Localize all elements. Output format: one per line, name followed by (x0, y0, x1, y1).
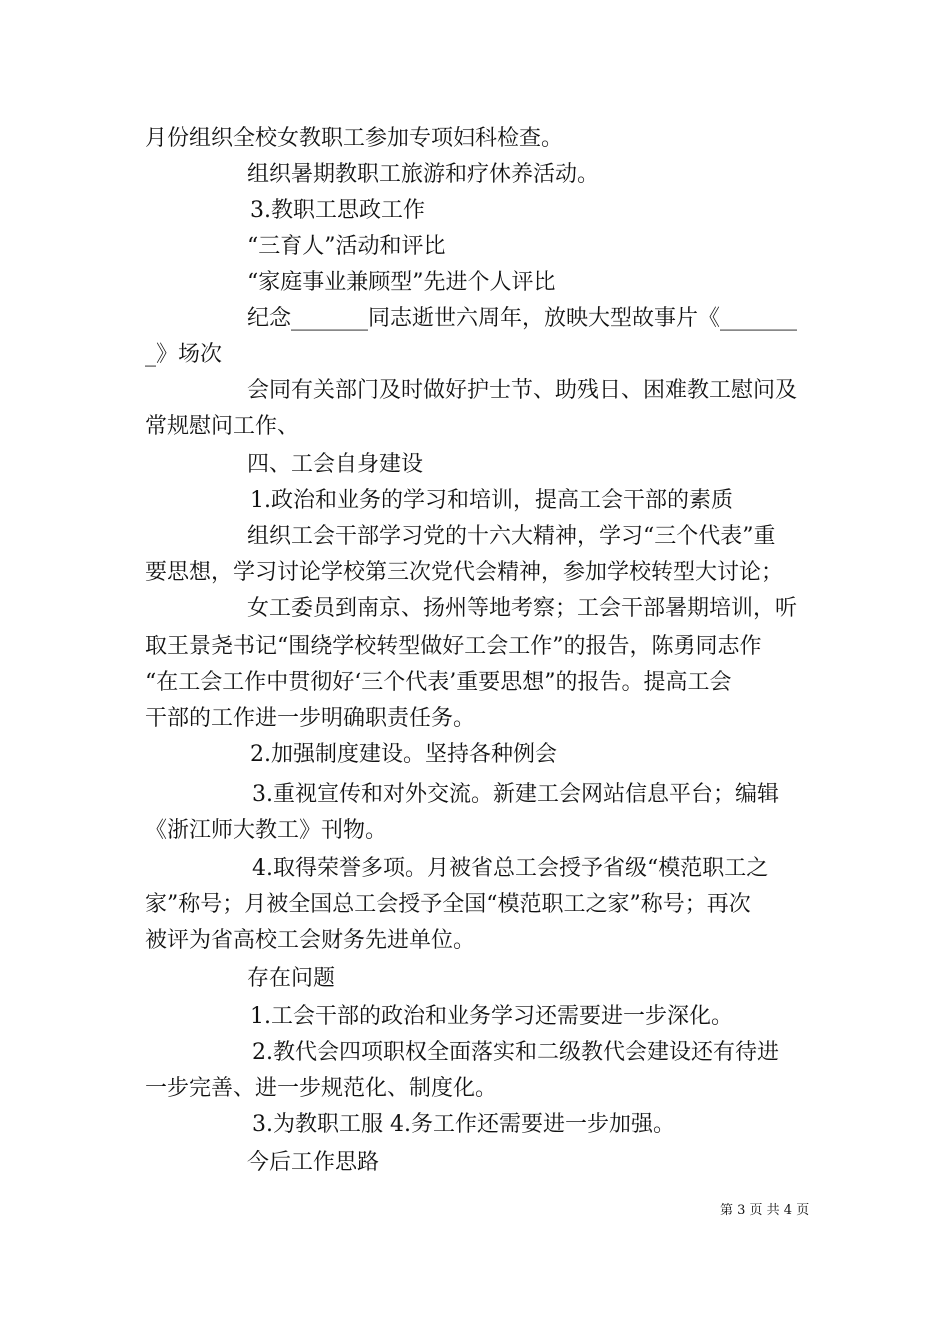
text-line: 女工委员到南京、扬州等地考察；工会干部暑期培训，听 (247, 596, 798, 621)
text-line: 会同有关部门及时做好护士节、助残日、困难教工慰问及 (247, 378, 798, 403)
text-line: 常规慰问工作、 (145, 414, 300, 439)
text-line: 月份组织全校女教职工参加专项妇科检查。 (145, 126, 564, 151)
text-line: 3.为教职工服 4.务工作还需要进一步加强。 (252, 1112, 675, 1137)
text-line: 4.取得荣誉多项。月被省总工会授予省级“模范职工之 (252, 856, 769, 881)
text-line: 组织暑期教职工旅游和疗休养活动。 (247, 162, 600, 187)
text-line: “三育人”活动和评比 (247, 234, 446, 259)
text-line: 3.重视宣传和对外交流。新建工会网站信息平台；编辑 (252, 782, 779, 807)
text-line: 家”称号；月被全国总工会授予全国“模范职工之家”称号；再次 (145, 892, 751, 917)
text-line: 2.加强制度建设。坚持各种例会 (250, 742, 557, 767)
section-heading: 今后工作思路 (247, 1150, 380, 1175)
text-line: 1.政治和业务的学习和培训，提高工会干部的素质 (250, 488, 733, 513)
text-line: 一步完善、进一步规范化、制度化。 (145, 1076, 498, 1101)
text-line: 纪念_______同志逝世六周年，放映大型故事片《_______ (247, 306, 798, 331)
page-number-footer: 第 3 页 共 4 页 (720, 1203, 810, 1218)
section-heading: 四、工会自身建设 (247, 452, 424, 477)
text-line: 1.工会干部的政治和业务学习还需要进一步深化。 (250, 1004, 733, 1029)
section-heading: 存在问题 (247, 966, 336, 991)
text-line: 2.教代会四项职权全面落实和二级教代会建设还有待进 (252, 1040, 779, 1065)
text-line: 被评为省高校工会财务先进单位。 (145, 928, 476, 953)
text-line: 干部的工作进一步明确职责任务。 (145, 706, 476, 731)
text-line: _》场次 (145, 342, 223, 367)
text-line: 要思想，学习讨论学校第三次党代会精神，参加学校转型大讨论； (145, 560, 784, 585)
text-line: 3.教职工思政工作 (250, 198, 425, 223)
text-line: “家庭事业兼顾型”先进个人评比 (247, 270, 556, 295)
text-line: 组织工会干部学习党的十六大精神，学习“三个代表”重 (247, 524, 776, 549)
text-line: 取王景尧书记“围绕学校转型做好工会工作”的报告，陈勇同志作 (145, 634, 762, 659)
text-line: “在工会工作中贯彻好‘三个代表’重要思想”的报告。提高工会 (145, 670, 732, 695)
text-line: 《浙江师大教工》刊物。 (145, 818, 388, 843)
